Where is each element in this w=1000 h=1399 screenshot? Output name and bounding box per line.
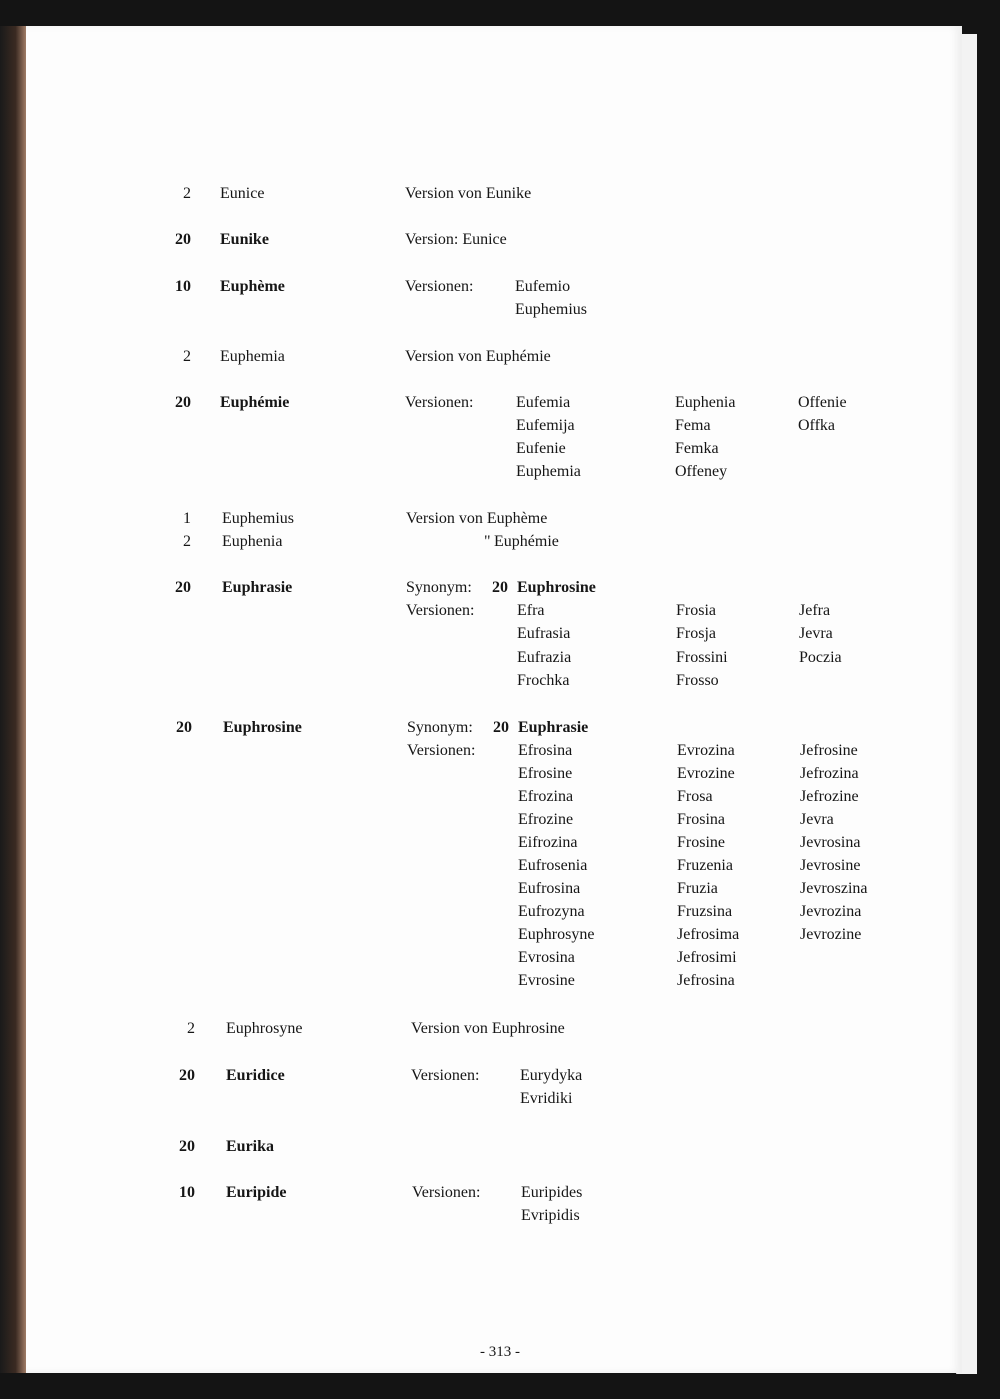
- entry-relation: Versionen:: [405, 278, 474, 295]
- entry-name: Euphème: [220, 278, 285, 295]
- version-item: Offenie: [798, 394, 847, 411]
- version-item: Jefrosimi: [677, 949, 737, 966]
- version-item: Efrosine: [518, 765, 573, 782]
- version-item: Eufrazia: [517, 649, 572, 666]
- version-item: Efrosina: [518, 742, 573, 759]
- entry-number: 20: [179, 1138, 195, 1155]
- version-item: Euphrosyne: [518, 926, 595, 943]
- entry-name: Eurika: [226, 1138, 275, 1155]
- entry-number: 2: [187, 1020, 195, 1037]
- entry-relation: Versionen:: [411, 1067, 480, 1084]
- version-item: Jevra: [799, 625, 833, 642]
- entry-relation: Versionen:: [405, 394, 474, 411]
- version-item: Euphemius: [515, 301, 587, 318]
- version-item: Fema: [675, 417, 711, 434]
- synonym-label: Synonym:: [407, 719, 473, 736]
- entry-number: 20: [176, 719, 192, 736]
- entry-number: 20: [175, 579, 191, 596]
- version-item: Jefrozina: [800, 765, 859, 782]
- entry-number: 10: [175, 278, 191, 295]
- entry-name: Eunice: [220, 185, 265, 202]
- version-item: Frossini: [676, 649, 728, 666]
- version-item: Evrozina: [677, 742, 735, 759]
- entry-name: Euphémie: [220, 394, 290, 411]
- version-item: Evripidis: [521, 1207, 580, 1224]
- book-binding-edge: [0, 26, 26, 1373]
- entry-number: 10: [179, 1184, 195, 1201]
- version-item: Jefra: [799, 602, 831, 619]
- version-item: Jevra: [800, 811, 834, 828]
- version-item: Femka: [675, 440, 719, 457]
- version-item: Jevroszina: [800, 880, 868, 897]
- version-item: Evrosina: [518, 949, 575, 966]
- version-item: Fruzia: [677, 880, 718, 897]
- version-item: Evrozine: [677, 765, 735, 782]
- entry-name: Euphrasie: [222, 579, 293, 596]
- version-item: Evridiki: [520, 1090, 573, 1107]
- version-item: Frochka: [517, 672, 570, 689]
- version-item: Eufemia: [516, 394, 571, 411]
- entry-name: Euphemius: [222, 510, 294, 527]
- version-item: Eifrozina: [518, 834, 578, 851]
- entry-relation: Version von Euphrosine: [411, 1020, 565, 1037]
- entry-number: 2: [183, 348, 191, 365]
- entry-name: Euridice: [226, 1067, 285, 1084]
- version-item: Jevrozina: [800, 903, 862, 920]
- version-item: Efrozine: [518, 811, 574, 828]
- version-item: Fruzenia: [677, 857, 733, 874]
- version-item: Jefrosine: [800, 742, 858, 759]
- version-item: Euripides: [521, 1184, 583, 1201]
- version-item: Jefrozine: [800, 788, 859, 805]
- entry-relation: Versionen:: [407, 742, 476, 759]
- entry-name: Euphrosine: [223, 719, 302, 736]
- entry-number: 2: [183, 185, 191, 202]
- version-item: Offka: [798, 417, 836, 434]
- version-item: Efrozina: [518, 788, 574, 805]
- synonym-label: Synonym:: [406, 579, 472, 596]
- version-item: Poczia: [799, 649, 842, 666]
- entry-relation: Version von Euphémie: [405, 348, 551, 365]
- version-item: Frosia: [676, 602, 716, 619]
- version-item: Jevrozine: [800, 926, 862, 943]
- version-item: Jefrosima: [677, 926, 740, 943]
- entry-number: 1: [183, 510, 191, 527]
- entry-relation: Version: Eunice: [405, 231, 507, 248]
- version-item: Eufenie: [516, 440, 566, 457]
- version-item: Eufrosina: [518, 880, 581, 897]
- synonym-name: Euphrosine: [517, 579, 596, 596]
- version-item: Frosso: [676, 672, 719, 689]
- version-item: Jevrosine: [800, 857, 861, 874]
- entry-name: Euphemia: [220, 348, 285, 365]
- entry-number: 2: [183, 533, 191, 550]
- version-item: Euphenia: [675, 394, 736, 411]
- version-item: Efra: [517, 602, 545, 619]
- ditto-mark: ": [484, 533, 491, 550]
- version-item: Jevrosina: [800, 834, 861, 851]
- version-item: Eufemio: [515, 278, 571, 295]
- entry-name: Euripide: [226, 1184, 287, 1201]
- version-item: Eufemija: [516, 417, 575, 434]
- entry-relation-target: Euphémie: [494, 533, 559, 550]
- version-item: Eufrasia: [517, 625, 571, 642]
- version-item: Eufrozyna: [518, 903, 585, 920]
- entry-name: Eunike: [220, 231, 269, 248]
- entry-number: 20: [175, 231, 191, 248]
- entry-name: Euphenia: [222, 533, 283, 550]
- version-item: Evrosine: [518, 972, 575, 989]
- entry-number: 20: [175, 394, 191, 411]
- version-item: Fruzsina: [677, 903, 733, 920]
- entry-name: Euphrosyne: [226, 1020, 303, 1037]
- book-page: [26, 26, 962, 1373]
- entry-number: 20: [179, 1067, 195, 1084]
- entry-relation: Version von Euphème: [406, 510, 548, 527]
- entry-relation: Versionen:: [412, 1184, 481, 1201]
- version-item: Jefrosina: [677, 972, 735, 989]
- version-item: Offeney: [675, 463, 728, 480]
- version-item: Frosine: [677, 834, 725, 851]
- version-item: Frosja: [676, 625, 716, 642]
- synonym-number: 20: [493, 719, 509, 736]
- version-item: Frosa: [677, 788, 713, 805]
- entry-relation: Versionen:: [406, 602, 475, 619]
- page-number: - 313 -: [480, 1344, 520, 1360]
- synonym-number: 20: [492, 579, 508, 596]
- version-item: Eufrosenia: [518, 857, 588, 874]
- version-item: Eurydyka: [520, 1067, 583, 1084]
- synonym-name: Euphrasie: [518, 719, 589, 736]
- version-item: Frosina: [677, 811, 725, 828]
- version-item: Euphemia: [516, 463, 581, 480]
- entry-relation: Version von Eunike: [405, 185, 532, 202]
